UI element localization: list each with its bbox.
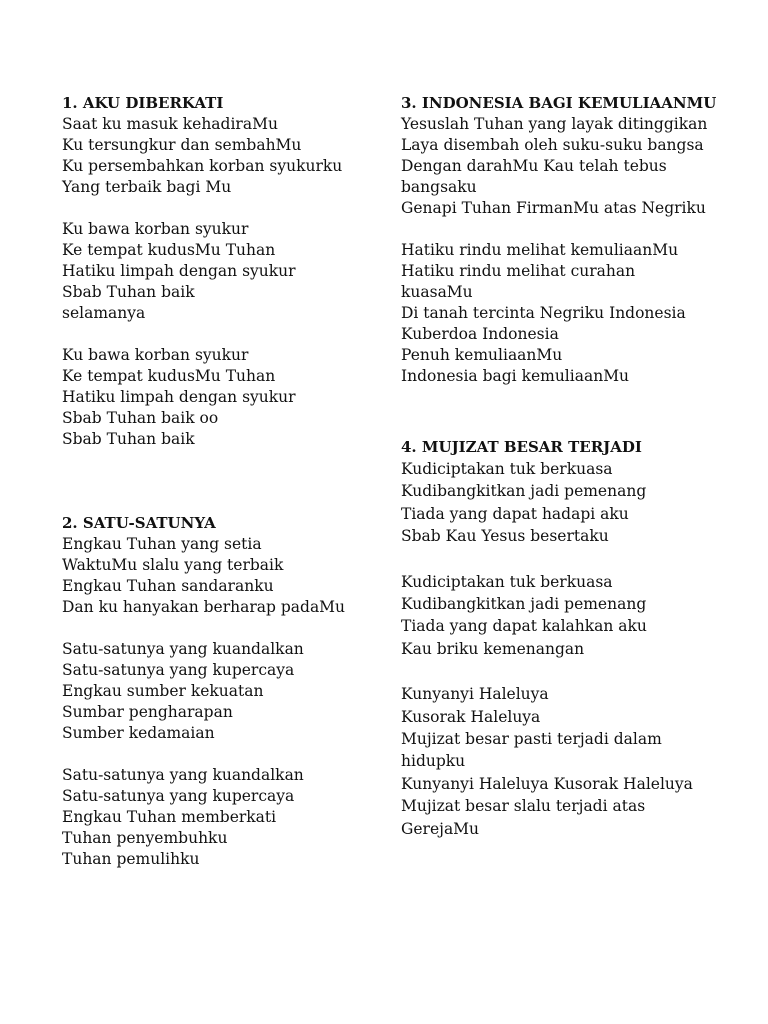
lyric-line: bangsaku — [401, 178, 477, 196]
lyric-line: Tiada yang dapat hadapi aku — [401, 504, 629, 523]
song-title: 2. SATU-SATUNYA — [62, 514, 216, 532]
lyric-line: Ku tersungkur dan sembahMu — [62, 136, 302, 154]
lyric-line: Kudiciptakan tuk berkuasa — [401, 460, 613, 478]
lyric-line: GerejaMu — [401, 819, 480, 838]
lyric-line: Penuh kemuliaanMu — [401, 346, 563, 364]
lyric-line: Engkau sumber kekuatan — [62, 682, 264, 700]
lyric-line: Sbab Kau Yesus besertaku — [401, 527, 609, 546]
lyric-line: Laya disembah oleh suku-suku bangsa — [401, 136, 704, 154]
lyric-line: WaktuMu slalu yang terbaik — [62, 556, 284, 574]
lyric-line: Hatiku limpah dengan syukur — [62, 262, 296, 280]
lyric-line: Sbab Tuhan baik — [62, 430, 195, 448]
lyric-line: Sumber kedamaian — [62, 724, 215, 742]
lyric-line: Sbab Tuhan baik oo — [62, 409, 219, 427]
lyric-line: Kusorak Haleluya — [401, 707, 541, 726]
lyric-line: Engkau Tuhan memberkati — [62, 808, 277, 826]
song-title: 1. AKU DIBERKATI — [62, 94, 224, 112]
lyric-line: Hatiku limpah dengan syukur — [62, 388, 296, 406]
song-aku-diberkati — [62, 93, 402, 450]
lyric-line: Yang terbaik bagi Mu — [62, 178, 232, 196]
stanza — [62, 219, 402, 324]
lyric-line: Satu-satunya yang kuandalkan — [62, 766, 304, 784]
song-title: 4. MUJIZAT BESAR TERJADI — [401, 438, 642, 456]
lyric-line: Yesuslah Tuhan yang layak ditinggikan — [401, 115, 708, 133]
stanza — [62, 345, 402, 450]
stanza — [401, 458, 741, 548]
lyric-line: kuasaMu — [401, 283, 473, 301]
stanza — [401, 114, 741, 219]
lyric-line: Engkau Tuhan yang setia — [62, 535, 262, 553]
lyric-line: Di tanah tercinta Negriku Indonesia — [401, 304, 686, 322]
song-satu-satunya — [62, 513, 402, 870]
song-title: 3. INDONESIA BAGI KEMULIAANMU — [401, 94, 717, 112]
stanza — [62, 114, 402, 198]
lyric-line: Kunyanyi Haleluya Kusorak Haleluya — [401, 774, 693, 793]
lyric-line: Kudibangkitkan jadi pemenang — [401, 595, 647, 614]
lyric-line: Mujizat besar pasti terjadi dalam — [401, 730, 662, 749]
song-indonesia-bagi-kemuliaanmu — [401, 93, 741, 387]
lyric-line: Sbab Tuhan baik — [62, 283, 195, 301]
lyric-line: Hatiku rindu melihat kemuliaanMu — [401, 241, 679, 259]
lyric-line: Ku bawa korban syukur — [62, 346, 249, 364]
lyric-line: Tuhan penyembuhku — [62, 829, 228, 847]
lyric-line: Ku persembahkan korban syukurku — [62, 157, 343, 175]
lyric-line: Satu-satunya yang kupercaya — [62, 661, 295, 679]
stanza — [62, 765, 402, 870]
lyric-line: Ke tempat kudusMu Tuhan — [62, 367, 276, 385]
stanza — [62, 639, 402, 744]
stanza — [62, 534, 402, 618]
lyric-line: Kudiciptakan tuk berkuasa — [401, 572, 613, 591]
lyric-line: hidupku — [401, 752, 466, 771]
lyric-line: Tiada yang dapat kalahkan aku — [401, 617, 647, 636]
lyric-line: Saat ku masuk kehadiraMu — [62, 115, 278, 133]
lyric-line: Hatiku rindu melihat curahan — [401, 262, 636, 280]
lyric-line: Indonesia bagi kemuliaanMu — [401, 367, 630, 385]
lyric-line: Satu-satunya yang kuandalkan — [62, 640, 304, 658]
lyric-line: Dan ku hanyakan berharap padaMu — [62, 598, 346, 616]
lyric-line: Engkau Tuhan sandaranku — [62, 577, 274, 595]
lyric-line: Genapi Tuhan FirmanMu atas Negriku — [401, 199, 706, 217]
lyric-line: Kudibangkitkan jadi pemenang — [401, 482, 647, 501]
lyric-line: Ke tempat kudusMu Tuhan — [62, 241, 276, 259]
lyric-line: Dengan darahMu Kau telah tebus — [401, 157, 667, 175]
stanza — [401, 240, 741, 387]
lyric-line: Ku bawa korban syukur — [62, 220, 249, 238]
lyric-line: selamanya — [62, 304, 146, 322]
song-mujizat-besar-terjadi — [401, 436, 741, 840]
lyric-line: Sumbar pengharapan — [62, 703, 233, 721]
lyric-line: Kau briku kemenangan — [401, 639, 585, 658]
stanza — [401, 571, 741, 661]
lyric-line: Kunyanyi Haleluya — [401, 685, 549, 704]
lyric-line: Kuberdoa Indonesia — [401, 325, 559, 343]
lyric-line: Satu-satunya yang kupercaya — [62, 787, 295, 805]
lyric-line: Mujizat besar slalu terjadi atas — [401, 797, 646, 816]
stanza — [401, 683, 741, 840]
lyric-line: Tuhan pemulihku — [62, 850, 200, 868]
